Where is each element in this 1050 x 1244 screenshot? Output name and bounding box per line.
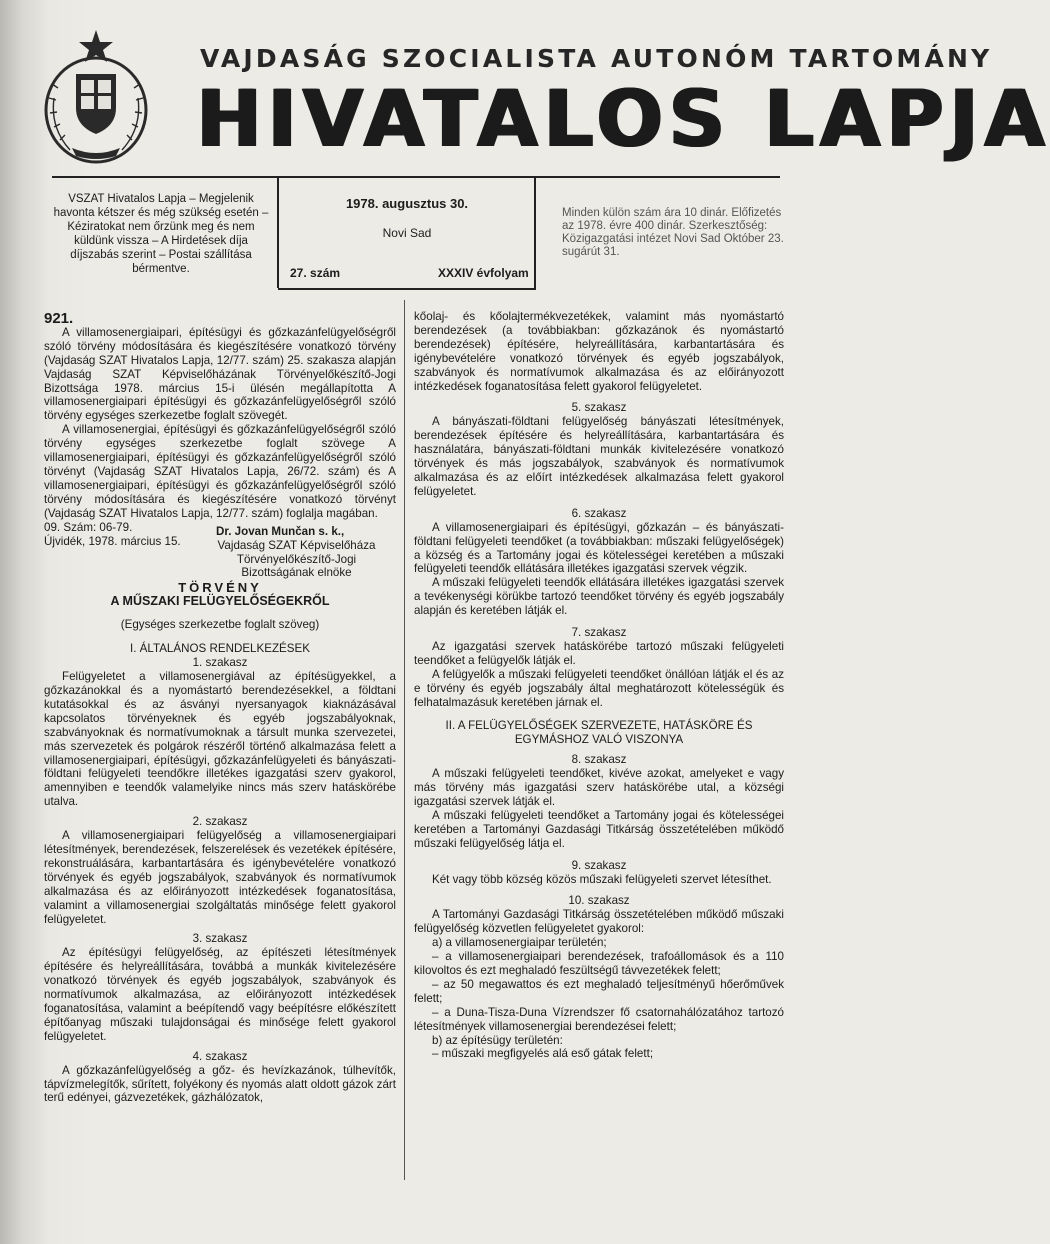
section-text: Az építésügyi felügyelőség, az építészeti létesítmények építésére és helyreállítására, továbbá a munkák kivitelezésére vonatkozó törvények és egyéb jogszabályok, szabványok és normatívumok alkalmazása, az előirányozott intézkedések foganatosítása, valamint a beépítendő vagy beépítésre előkészített építőanyag műszaki tulajdonságai és minősége felett gyakorol felügyeletet. [44, 946, 396, 1043]
signatory-name: Dr. Jovan Munčan s. k., [216, 524, 345, 538]
section-heading: 2. szakasz [192, 815, 248, 829]
subscription-info: Minden külön szám ára 10 dinár. Előfizetés az 1978. évre 400 dinár. Szerkesztőség: Közigazgatási intézet Novi Sad Október 23. sugárút 31. [562, 207, 784, 258]
list-item: – a villamosenergiaipari berendezések, trafoállomások és a 110 kilovoltos és ezt meghaladó feszültségű távvezetékek felett; [414, 950, 784, 977]
header-divider-left [277, 178, 279, 288]
left-column [44, 312, 396, 1105]
section-text: Az igazgatási szervek hatáskörébe tartozó műszaki felügyeleti teendőket a felügyelők látják el. [414, 639, 784, 667]
publication-notice: VSZAT Hivatalos Lapja – Megjelenik havonta kétszer és még szükség esetén – Kéziratokat nem őrzünk meg és nem küldünk vissza – A Hirdetések díja díjszabás szerint – Postai szállítása bérmentve. [53, 193, 269, 275]
section-heading: 5. szakasz [571, 401, 627, 415]
section-heading: 8. szakasz [571, 753, 627, 767]
signatory-role-line: Törvényelőkészítő-Jogi [236, 552, 357, 566]
header-top-rule [52, 176, 780, 178]
list-item: – műszaki megfigyelés alá eső gátak felett; [432, 1047, 654, 1061]
section-text: A felügyelők a műszaki felügyeleti teendőket önállóan látják el és az e törvény és egyéb jogszabály által meghatározott kötelességük és felhatalmazásuk keretében járnak el. [414, 667, 784, 709]
list-heading: a) a villamosenergiaipar területén; [432, 936, 607, 950]
section-heading: 4. szakasz [192, 1049, 248, 1063]
section-text: A villamosenergiaipari és építésügyi, gőzkazán – és bányászati-földtani felügyeleti teendőket (a továbbiakban: műszaki felügyelőségek) a község és a Tartomány jogai és kötelességei keretében a műszaki felügyeleti teendők ellátására illetékes igazgatási szervek végzik. [414, 520, 784, 576]
volume-number: XXXIV évfolyam [438, 266, 529, 280]
header-bottom-rule [278, 288, 536, 290]
signatory-role [194, 539, 399, 581]
chapter-heading: II. A FELÜGYELŐSÉGEK SZERVEZETE, HATÁSKÖRE ÉS [445, 719, 753, 733]
law-title: TÖRVÉNY [178, 579, 262, 595]
column-divider [404, 300, 405, 1180]
issue-date: 1978. augusztus 30. [345, 196, 469, 211]
section-text: A bányászati-földtani felügyelőség bányászati létesítmények, berendezések építésére és helyreállítására, karbantartására és használatára, bányászati-földtani munkák kivitelezésére vonatkozó törvények és más jogszabályok, szabványok és normatívumok alkalmazása és az előírt intézkedések alkalmazása felett gyakorol felügyeletet. [414, 415, 784, 498]
issue-number: 27. szám [290, 266, 341, 280]
list-item: – a Duna-Tisza-Duna Vízrendszer fő csatornahálózatához tartozó létesítmények villamosenergiai berendezései felett; [414, 1005, 784, 1033]
masthead-province-name: VAJDASÁG SZOCIALISTA AUTONÓM TARTOMÁNY [200, 44, 993, 73]
section-heading: 7. szakasz [571, 626, 627, 640]
section-heading: 6. szakasz [571, 506, 627, 520]
section-text: A Tartományi Gazdasági Titkárság összetételében működő műszaki felügyelőség közvetlen felügyeletet gyakorol: [414, 908, 784, 936]
law-subtitle: A MŰSZAKI FELÜGYELŐSÉGEKRŐL [110, 593, 330, 608]
section-text: A műszaki felügyeleti teendőket a Tartomány jogai és kötelességei keretében a Tartományi Gazdasági Titkárság összetételében működő műszaki felügyelőség látja el. [414, 808, 784, 850]
section-heading: 3. szakasz [192, 932, 248, 946]
reference-number: 09. Szám: 06-79. [44, 520, 133, 534]
chapter-heading: I. ÁLTALÁNOS RENDELKEZÉSEK [130, 642, 310, 656]
signatory-role-line: Bizottságának elnöke [241, 566, 352, 580]
reference-date: Újvidék, 1978. március 15. [44, 534, 181, 548]
section-text: Két vagy több község közös műszaki felügyeleti szervet létesíthet. [432, 872, 772, 886]
chapter-heading-line2: EGYMÁSHOZ VALÓ VISZONYA [514, 733, 684, 747]
preamble-paragraph: A villamosenergiaipari, építésügyi és gőzkazánfelügyelőségről szóló törvény módosítására és kiegészítésére vonatkozó törvény (Vajdaság SZAT Hivatalos Lapja, 12/77. szám) 25. szakasza alapján Vajdaság SZAT Képviselőházának Törvényelőkészítő-Jogi Bizottsága 1978. március 15-i ülésén megállapította A villamosenergiaipari építésügyi és gőzkazánfelügyelőségről szóló törvény egységes szerkezetbe foglalt szövegét. [44, 325, 396, 423]
section-text: A gőzkazánfelügyelőség a gőz- és hevízkazánok, túlhevítők, tápvízmelegítők, sűrített, folyékony és nyomás alatt oldott gázok zárt terű edényei, gázvezetékek, gázhálózatok, [44, 1063, 396, 1105]
act-number: 921. [44, 310, 74, 327]
section-text: Felügyeletet a villamosenergiával az építésügyekkel, a gőzkazánokkal és a nyomástartó berendezésekkel, a földtani kutatásokkal és az ásványi nyersanyagok kiaknázásával kapcsolatos törvényeknek és egyéb jogszabályoknak, szabványoknak és normatívumoknak a társult munka szervezetei, más szervezetek és polgárok részéről történő alkalmazása felett a villamosenergiaipari, építésügyi, gőzkazánfelügyeleti és bányászati-földtani felügyeleti teendőkre illetékes igazgatási szerv gyakorol, amennyiben e teendők valamelyike nincs más szerv hatáskörébe utalva. [44, 670, 396, 809]
content-paragraph: A villamosenergiai, építésügyi és gőzkazánfelügyelőségről szóló törvény egységes szerkezetbe foglalt szövege A villamosenergiaipari, építésügyi és gőzkazánfelügyelőségről szóló törvényt (Vajdaság SZAT Hivatalos Lapja, 26/72. szám) és A villamosenergiaipari, építésügyi és gőzkazánfelügyelőségről szóló törvény módosítására és kiegészítésére vonatkozó törvényt (Vajdaság SZAT Hivatalos Lapja, 12/77. szám) foglalja magában. [44, 423, 396, 520]
coat-of-arms-emblem [40, 28, 152, 168]
signature-block [44, 520, 396, 580]
section-heading: 10. szakasz [568, 894, 630, 908]
right-column [414, 310, 784, 1061]
continued-text: kőolaj- és kőolajtermékvezetékek, valamint más nyomástartó berendezések (a továbbiakban: gőzkazánok és nyomástartó berendezések) építésére, helyreállítására, karbantartására és igénybevételére vonatkozó törvények és egyéb jogszabályok, szabványok és normatívumok alkalmazása és az előirányozott intézkedések foganatosítása felett gyakorol felügyeletet. [414, 310, 784, 393]
list-item: – az 50 megawattos és ezt meghaladó teljesítményű hőerőművek felett; [414, 977, 784, 1005]
signatory-role-line: Vajdaság SZAT Képviselőháza [217, 538, 376, 552]
section-text: A műszaki felügyeleti teendők ellátására illetékes igazgatási szervek a tevékenységi körükbe tartozó teendőket törvény és egyéb jogszabály alapján és keretében látják el. [414, 576, 784, 618]
section-text: A műszaki felügyeleti teendőket, kivéve azokat, amelyeket e vagy más törvény más igazgatási szerv hatáskörébe utal, a községi igazgatási szervek látják el. [414, 767, 784, 808]
list-heading: b) az építésügy területén: [432, 1033, 563, 1047]
masthead-title: HIVATALOS LAPJA [196, 75, 1050, 165]
unified-text-note: (Egységes szerkezetbe foglalt szöveg) [120, 618, 320, 632]
section-heading: 1. szakasz [192, 656, 248, 670]
section-heading: 9. szakasz [571, 858, 627, 872]
issue-place: Novi Sad [382, 226, 432, 240]
section-text: A villamosenergiaipari felügyelőség a villamosenergiaipari létesítmények, berendezések, felszerelések és vezetékek építésére, rekonstruálására, karbantartására és igénybevételére vonatkozó törvények és egyéb jogszabályok, szabványok és normatívumok alkalmazása és az előirányozott intézkedések foganatosítása, valamint a villamosenergiai szolgáltatás minősége felett gyakorol felügyeletet. [44, 829, 396, 926]
header-divider-right [534, 178, 536, 288]
